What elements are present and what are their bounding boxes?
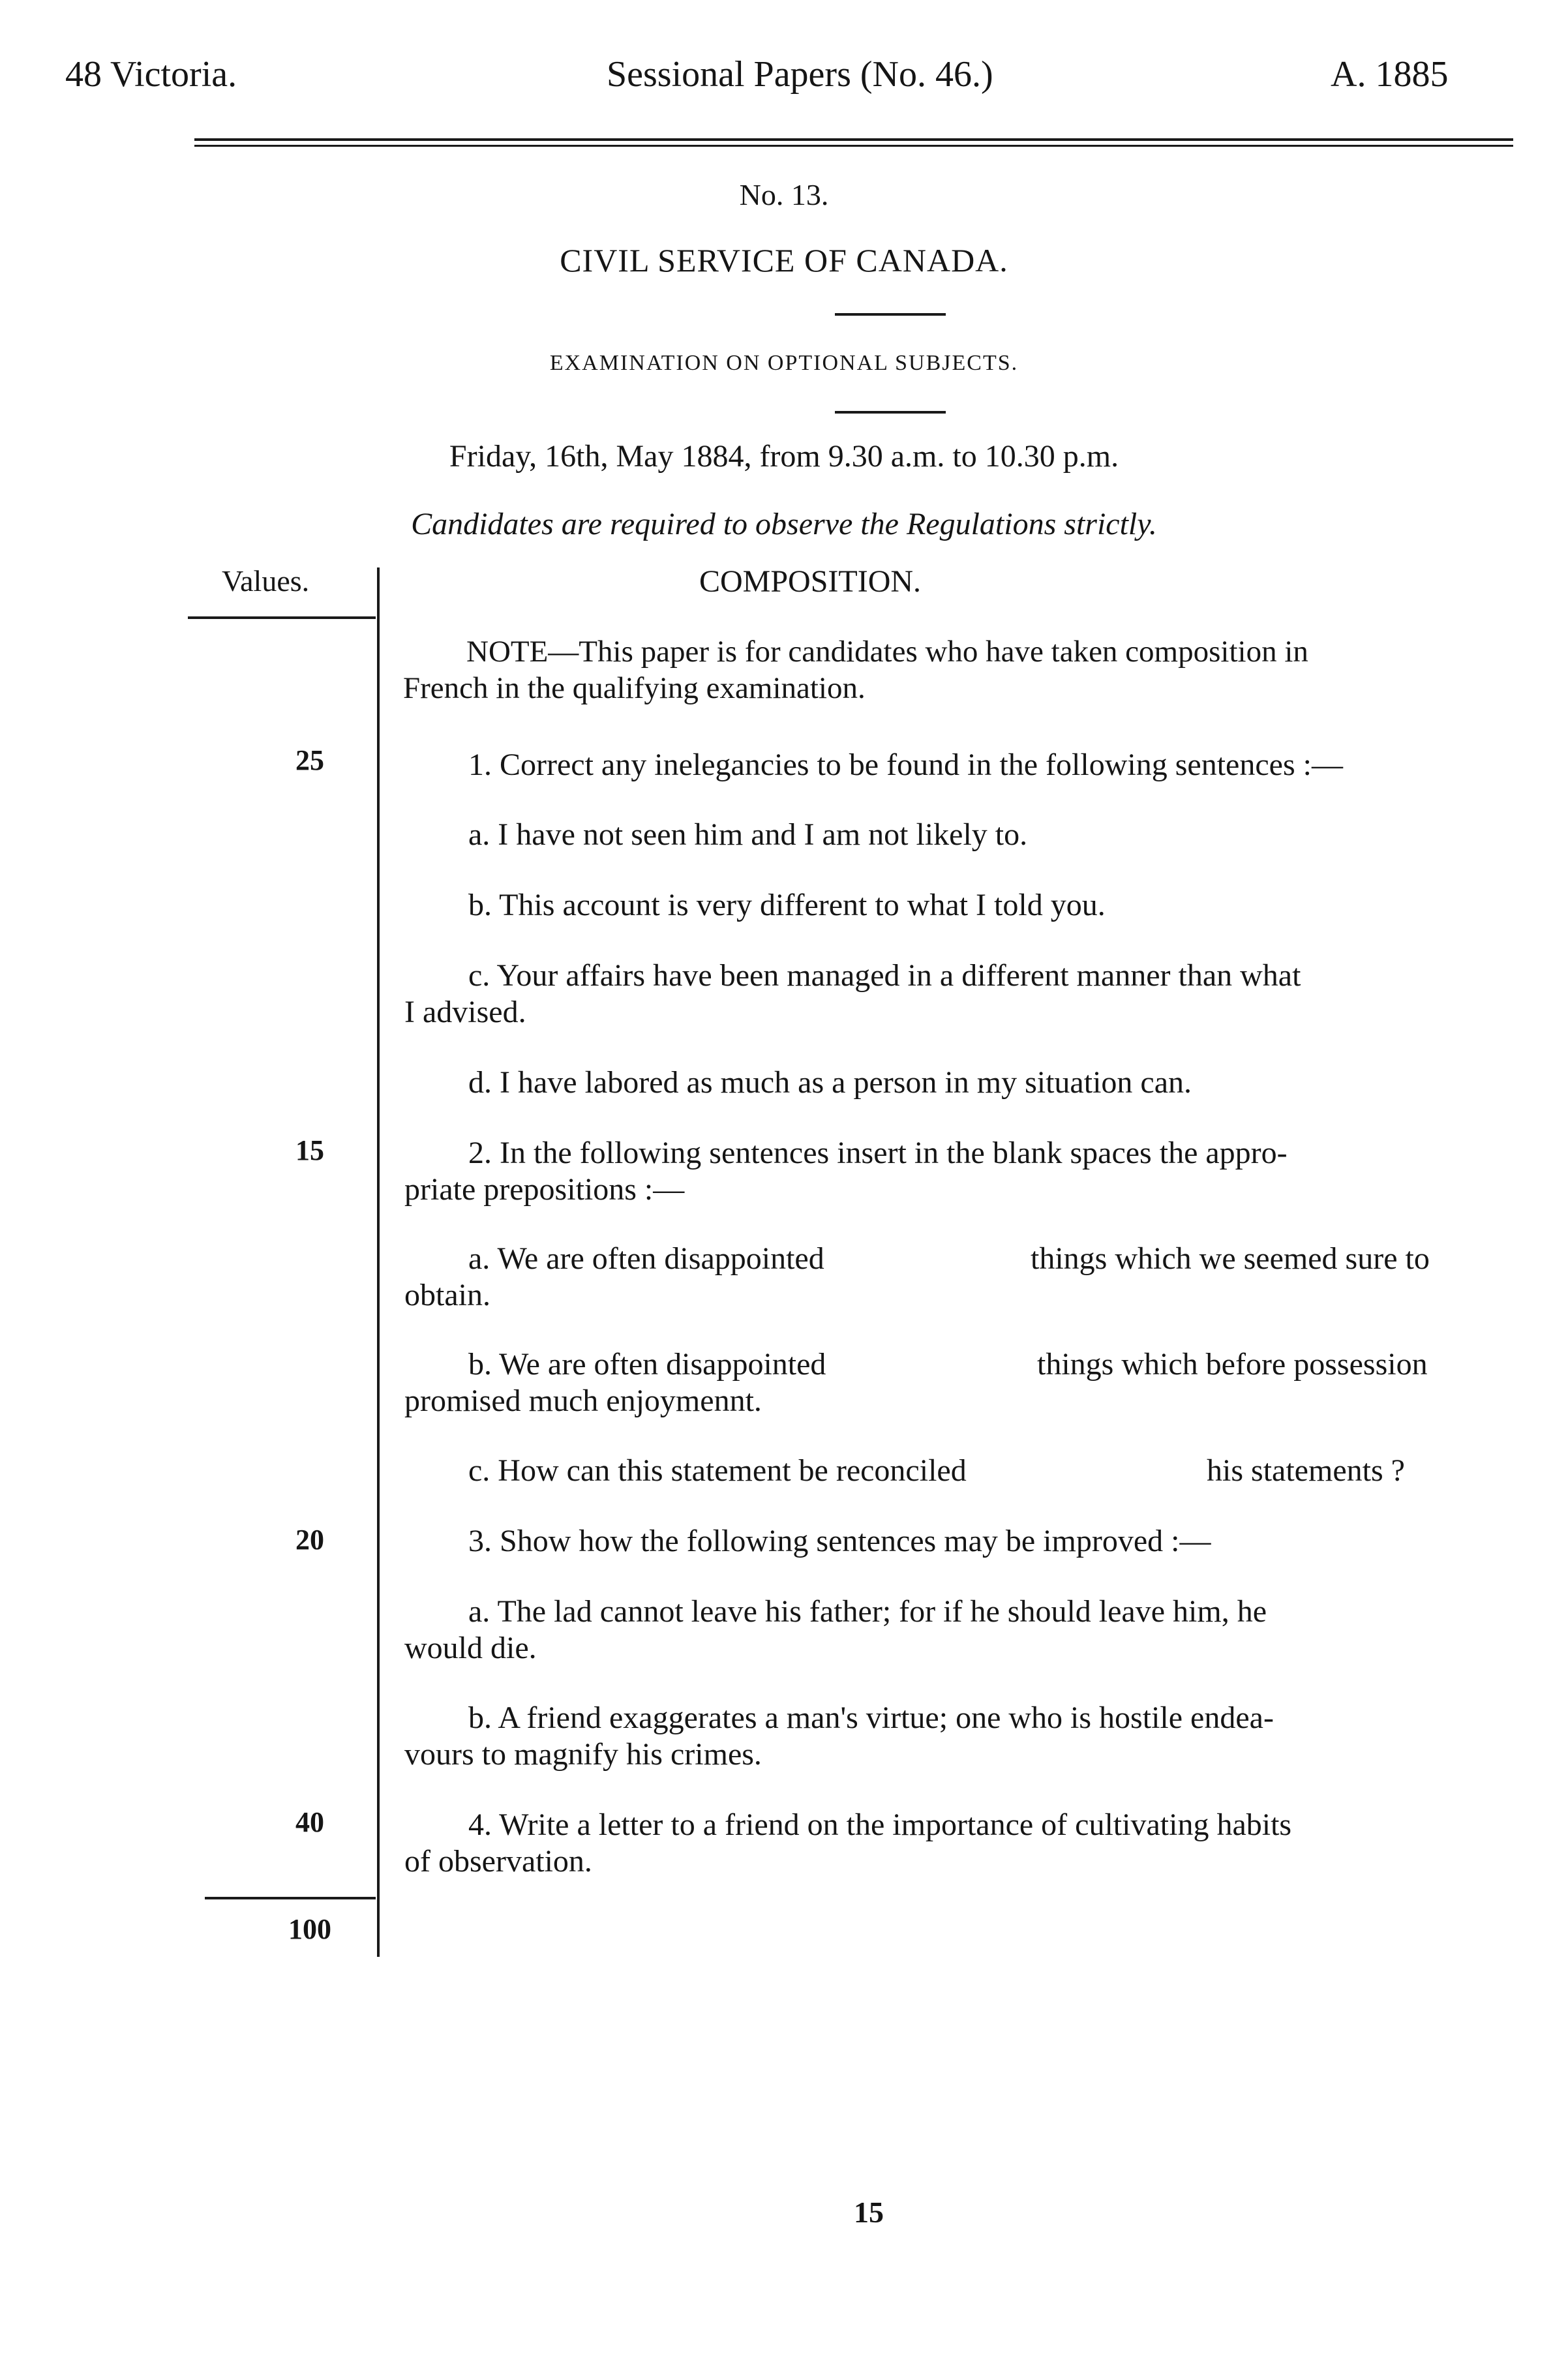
header-year: A. 1885	[1331, 54, 1449, 95]
value-q1: 25	[295, 744, 324, 776]
q2-item-b-right: things which before possession	[1037, 1347, 1428, 1382]
q2-item-a-cont: obtain.	[404, 1278, 490, 1312]
header-rule-bottom	[194, 145, 1513, 147]
q2-item-b-cont: promised much enjoymennt.	[404, 1383, 762, 1418]
title-divider-2	[835, 411, 946, 414]
values-heading: Values.	[222, 564, 310, 597]
exam-instruction: Candidates are required to observe the Regulations strictly.	[411, 507, 1157, 541]
q2-prompt-1: 2. In the following sentences insert in the blank spaces the appro-	[468, 1136, 1288, 1170]
q3-prompt: 3. Show how the following sentences may be improved :—	[468, 1524, 1211, 1558]
value-q3: 20	[295, 1524, 324, 1556]
q2-item-c-right: his statements ?	[1207, 1453, 1405, 1488]
q2-item-a-left: a. We are often disappointed	[468, 1241, 824, 1276]
q2-item-a-right: things which we seemed sure to	[1031, 1241, 1430, 1276]
header-volume: 48 Victoria.	[65, 54, 237, 95]
paper-title: CIVIL SERVICE OF CANADA.	[560, 242, 1008, 279]
value-total: 100	[288, 1913, 331, 1945]
q1-prompt: 1. Correct any inelegancies to be found in the following sentences :—	[468, 748, 1343, 782]
title-divider-1	[835, 313, 946, 316]
exam-date: Friday, 16th, May 1884, from 9.30 a.m. to 10.30 p.m.	[449, 439, 1119, 474]
q2-item-c-left: c. How can this statement be reconciled	[468, 1453, 967, 1488]
note-line-1: NOTE—This paper is for candidates who have taken composition in	[466, 635, 1308, 669]
q1-item-d: d. I have labored as much as a person in my situation can.	[468, 1065, 1192, 1100]
q4-line-2: of observation.	[404, 1844, 592, 1879]
q4-line-1: 4. Write a letter to a friend on the importance of cultivating habits	[468, 1807, 1292, 1842]
q3-item-b-1: b. A friend exaggerates a man's virtue; one who is hostile endea-	[468, 1700, 1274, 1735]
value-q4: 40	[295, 1806, 324, 1838]
q2-item-b-left: b. We are often disappointed	[468, 1347, 826, 1382]
q1-item-c-1: c. Your affairs have been managed in a different manner than what	[468, 958, 1301, 993]
q3-item-a-2: would die.	[404, 1631, 537, 1665]
paper-number: No. 13.	[739, 178, 829, 211]
q1-item-a: a. I have not seen him and I am not likely to.	[468, 817, 1028, 852]
q1-item-b: b. This account is very different to what I told you.	[468, 888, 1106, 922]
values-heading-rule	[188, 616, 376, 619]
q3-item-a-1: a. The lad cannot leave his father; for if he should leave him, he	[468, 1594, 1267, 1629]
header-rule-top	[194, 138, 1513, 141]
page-number: 15	[854, 2196, 884, 2229]
values-total-rule	[205, 1897, 376, 1899]
header-series: Sessional Papers (No. 46.)	[607, 54, 993, 95]
note-line-2: French in the qualifying examination.	[403, 671, 866, 705]
paper-subtitle: EXAMINATION ON OPTIONAL SUBJECTS.	[549, 351, 1019, 375]
values-separator	[377, 567, 380, 1957]
q3-item-b-2: vours to magnify his crimes.	[404, 1737, 762, 1772]
exam-subject: COMPOSITION.	[699, 564, 922, 599]
q1-item-c-2: I advised.	[404, 995, 526, 1029]
value-q2: 15	[295, 1134, 324, 1166]
q2-prompt-2: priate prepositions :—	[404, 1172, 685, 1207]
